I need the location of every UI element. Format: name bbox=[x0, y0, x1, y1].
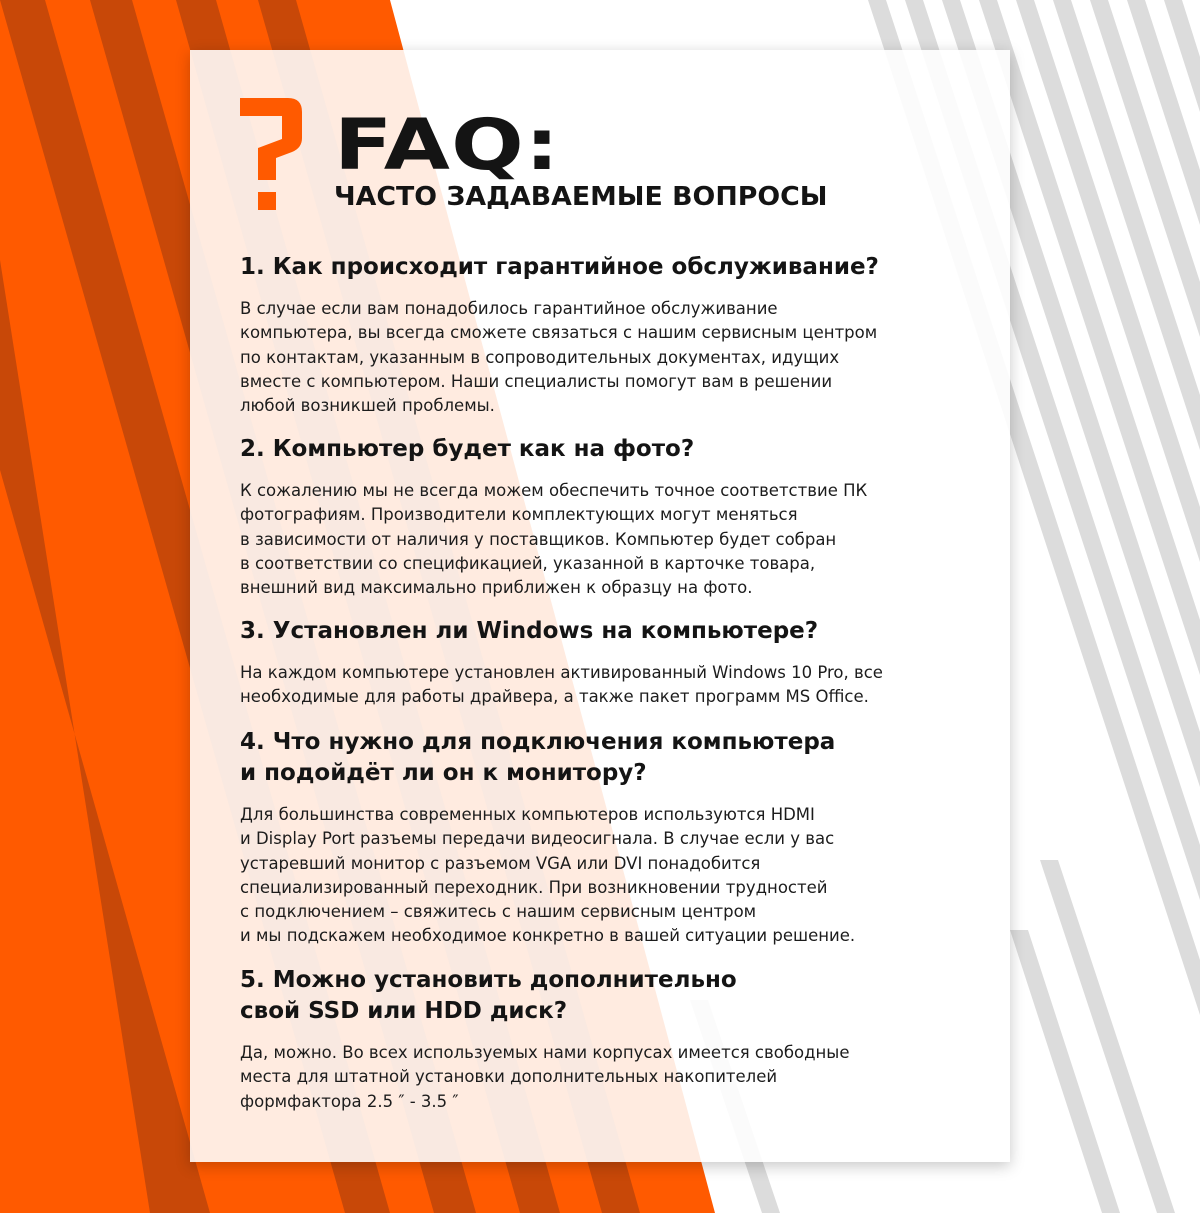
faq-question: 4. Что нужно для подключения компьютера и подойдёт ли он к монитору? bbox=[240, 729, 836, 786]
page-title: FAQ: bbox=[334, 104, 561, 186]
question-mark-icon bbox=[236, 92, 308, 222]
faq-answer: В случае если вам понадобилось гарантийное обслуживание компьютера, вы всегда сможете связаться с нашим сервисным центром по контактам, указанным в сопроводительных документах, идущих вместе с компьютером. Наши специалисты помогут вам в решении любой возникшей проблемы. bbox=[240, 299, 878, 416]
faq-answer: Да, можно. Во всех используемых нами корпусах имеется свободные места для штатной установки дополнительных накопителей формфактора 2.5 ″ - 3.5 ″ bbox=[240, 1043, 850, 1111]
faq-item-4 bbox=[240, 727, 970, 949]
faq-item-2 bbox=[240, 434, 970, 600]
faq-answer: На каждом компьютере установлен активированный Windows 10 Pro, все необходимые для работы драйвера, а также пакет программ MS Office. bbox=[240, 663, 883, 707]
faq-question: 1. Как происходит гарантийное обслуживание? bbox=[240, 254, 879, 280]
faq-question: 2. Компьютер будет как на фото? bbox=[240, 436, 695, 462]
faq-item-5 bbox=[240, 965, 970, 1114]
faq-question: 5. Можно установить дополнительно свой SSD или HDD диск? bbox=[240, 967, 737, 1024]
faq-answer: К сожалению мы не всегда можем обеспечить точное соответствие ПК фотографиям. Производители комплектующих могут меняться в зависимости от наличия у поставщиков. Компьютер будет собран в соответствии со спецификацией, указанной в карточке товара, внешний вид максимально приближен к образцу на фото. bbox=[240, 481, 868, 598]
page-subtitle: ЧАСТО ЗАДАВАЕМЫЕ ВОПРОСЫ bbox=[334, 182, 828, 212]
faq-item-1 bbox=[240, 252, 970, 418]
faq-answer: Для большинства современных компьютеров используются HDMI и Display Port разъемы передачи видеосигнала. В случае если у вас устаревший монитор с разъемом VGA или DVI понадобится специализированный переходник. При возникновении трудностей с подключением – свяжитесь с нашим сервисным центром и мы подскажем необходимое конкретно в вашей ситуации решение. bbox=[240, 805, 856, 946]
faq-item-3 bbox=[240, 616, 970, 710]
faq-question: 3. Установлен ли Windows на компьютере? bbox=[240, 618, 819, 644]
